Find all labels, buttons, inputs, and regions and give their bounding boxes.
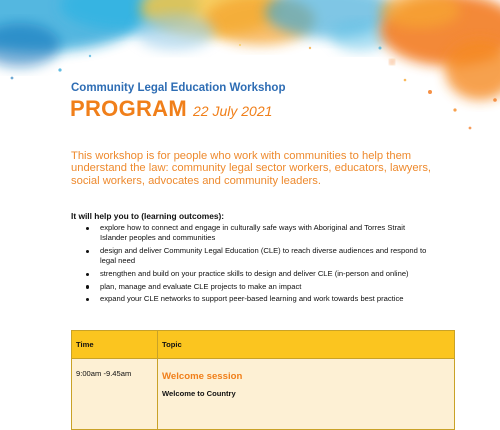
learning-outcomes-heading: It will help you to (learning outcomes): [71, 211, 225, 221]
outcome-text: design and deliver Community Legal Education (CLE) to reach diverse audiences and respond to legal need [100, 246, 427, 266]
outcome-text: strengthen and build on your practice skills to design and deliver CLE (in-person and online) [100, 269, 409, 278]
list-item [86, 294, 431, 304]
workshop-subtitle: Community Legal Education Workshop [71, 82, 286, 94]
table-header-row [72, 331, 455, 359]
list-item [86, 223, 431, 244]
outcome-text: expand your CLE networks to support peer-based learning and work towards best practice [100, 294, 404, 304]
bullet-icon [86, 250, 89, 253]
list-item [86, 269, 431, 279]
session-title: Welcome session [162, 371, 243, 382]
table-row [72, 359, 455, 430]
header-time: Time [72, 331, 158, 359]
session-item: Welcome to Country [162, 389, 236, 398]
list-item [86, 282, 431, 292]
header-topic: Topic [158, 331, 455, 359]
row-time: 9:00am -9.45am [72, 359, 158, 430]
outcome-text: plan, manage and evaluate CLE projects to make an impact [100, 281, 302, 291]
title-line [70, 96, 272, 122]
bullet-icon [86, 298, 89, 301]
program-title: PROGRAM [70, 96, 187, 121]
outcome-text: explore how to connect and engage in culturally safe ways with Aboriginal and Torres Strait Islander peoples and communities [100, 223, 406, 243]
row-topic [158, 359, 455, 430]
program-table [71, 330, 455, 430]
learning-outcomes-list [86, 223, 431, 307]
bullet-icon [86, 227, 89, 230]
list-item [86, 246, 431, 267]
bullet-icon [86, 273, 89, 276]
intro-paragraph: This workshop is for people who work with communities to help them understand the law: community legal sector workers, educators, lawyers, social workers, advocates and community leaders. [71, 150, 432, 187]
program-date: 22 July 2021 [193, 103, 273, 119]
bullet-icon [86, 285, 89, 288]
